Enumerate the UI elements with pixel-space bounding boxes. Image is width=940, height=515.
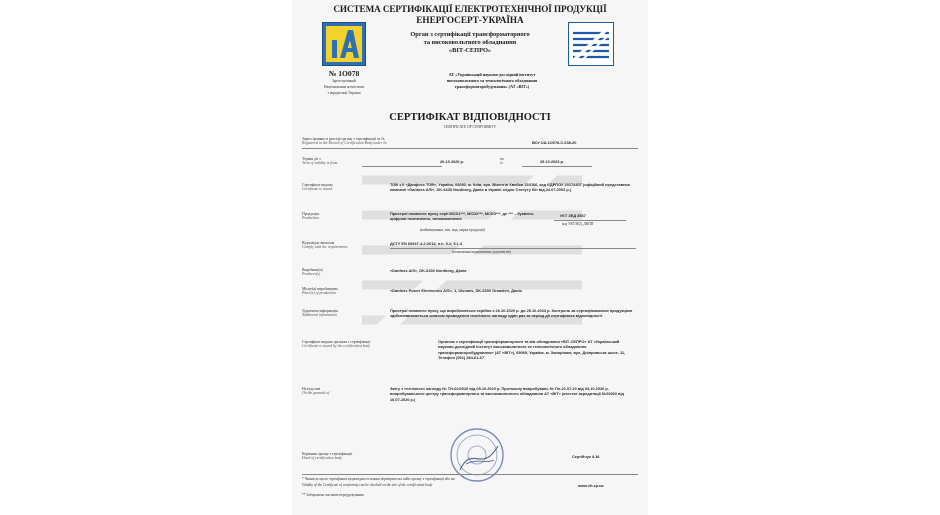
issued-by-label-en: Certificate is issued by the certification body (302, 344, 371, 349)
grounds-label-en: On the grounds of (302, 391, 330, 396)
footer-divider (302, 474, 638, 475)
validity-label-ua: Термін дії з (302, 157, 321, 161)
to-label-ua: по (500, 157, 504, 161)
producer-label (302, 268, 323, 277)
grounds-value: Звіту з технічного нагляду № ТН-02/2020 від 05.10.2020 р. Протоколу випробувань № Пн-21.07.20 від 04.10.2020 р. випробувального центру трансформаторного та високовольтного обладнання АТ «ВІТ» (атестат акредитації №20060 від 16.07.2020 р.) (390, 386, 625, 402)
date-to: 25.10.2023 р. (540, 159, 565, 164)
registered-by-2: Національним агентством (324, 85, 364, 89)
production-label (302, 212, 319, 221)
date-underline (362, 166, 442, 167)
signature-label-en: Head of certification body (302, 456, 342, 461)
requirements-underline (390, 248, 636, 249)
organ-title-2: та високовольтного обладнання (423, 39, 517, 46)
system-title: СИСТЕМА СЕРТИФІКАЦІЇ ЕЛЕКТРОТЕХНІЧНОЇ ПРОДУКЦІЇ (333, 4, 607, 14)
validity-label-en: Term of validity is from (302, 161, 338, 166)
requirements-value: ДСТУ EN 60947-4-2:2014, п.п. 5.2; 5.1.3 (390, 241, 463, 246)
institute-line-3: трансформаторобудування» (АТ «ВІТ») (454, 84, 530, 89)
date-from: 26.10.2020 р. (440, 159, 465, 164)
producer-value: «Danfoss A/S», DK-6430 Nordborg, Данія (390, 268, 467, 273)
code-underline (554, 220, 626, 221)
institute-line-1: АТ «Український науково-дослідний інститут (448, 72, 536, 77)
production-value: Пристрої плавного пуску серії MCD1***, MCD2***, MCD3***, де *** – буквено-цифрові позначення, типовиконання (390, 211, 535, 222)
issued-by-label-ua: Сертифікат видано органом з сертифікації (302, 340, 371, 344)
registered-by-1: Зареєстрований (331, 79, 357, 83)
grounds-label-ua: На підставі (302, 387, 321, 391)
requirements-label-ua: Відповідає вимогам (302, 241, 335, 245)
production-hint: (найменування, тип, вид, марка продукції) (420, 228, 485, 232)
requirements-label (302, 241, 348, 250)
registration-number: № 1О078 (328, 69, 360, 78)
requirements-label-en: Comply with the requirements (302, 245, 348, 250)
footer-note-2: Validity of the Certificate of conformity can be checked on the site of the certification body (302, 483, 433, 487)
vit-logo (568, 22, 614, 66)
production-code: УКТ ЗЕД 8537 (560, 213, 586, 218)
reg-number: ВСУ UA.1О078.С.038-20 (532, 140, 577, 145)
institute-line-2: високовольтного та технологічного обладнання (446, 78, 538, 83)
to-label (500, 157, 504, 166)
issued-to-value: ТОВ з ІІ «Данфосс ТОВ», Україна, 04080, м. Київ, вул. Вікентія Хвойки 15/15/6, код ЄДРПОУ 20174407 (офіційний представник компанії «Danfoss A/S», DK-6430 Nordborg, Данія в Україні згідно Статуту б/н від 24.07.2003 р.) (390, 182, 630, 193)
producer-label-en: Producer(s) (302, 272, 321, 277)
ia-mark-icon (326, 26, 362, 62)
energosert-logo (322, 22, 366, 66)
requirements-hint: (позначення нормативних документів) (452, 250, 511, 254)
reg-label-ua: Зареєстровано в реєстрі органу з сертифікації за № (302, 137, 385, 141)
signature-label (302, 452, 352, 461)
footer-note-3: ** Заборонено часткове передрукування (302, 493, 364, 497)
issued-to-label-en: Certificate is issued (302, 187, 333, 192)
system-subtitle: ЕНЕРГОСЕРТ-УКРАЇНА (416, 15, 524, 25)
website-link[interactable]: www.vit.zp.ua (578, 483, 604, 488)
certificate-document (292, 0, 648, 515)
footer-note-1: * Чинність цього сертифіката відповідності можна перевірити на сайті органу з сертифікації або на (302, 477, 455, 481)
to-label-en: to (500, 161, 503, 166)
organ-title-1: Орган з сертифікації трансформаторного (410, 31, 530, 38)
date-underline (522, 166, 592, 167)
place-label (302, 287, 338, 296)
reg-label-en: Registered in the Record of Certification Body under № (302, 141, 387, 146)
issued-to-label-ua: Сертифікат видано (302, 183, 333, 187)
validity-label (302, 157, 337, 166)
vit-stripes-icon (569, 23, 613, 65)
signatory-name: Сергійчук А.М. (572, 454, 601, 459)
place-label-en: Place(s) of production (302, 291, 337, 296)
issued-by-value: Органом з сертифікації трансформаторного та в/в обладнання «ВІТ-СЕПРО» АТ «Український науково-дослідний інститут високовольтного та технологічного обладнання трансформаторобудування» (АТ «ВІТ»), 69069, Україна, м. Запоріжжя, вул. Дніпровське шосе, 11, Телефон (061) 284-61-67 (438, 339, 626, 360)
producer-label-ua: Виробник(и) (302, 268, 323, 272)
additional-label-ua: Додаткова інформація (302, 309, 338, 313)
divider (302, 148, 638, 149)
grounds-label (302, 387, 329, 396)
organ-title-3: «ВІТ-СЕПРО» (448, 47, 492, 54)
certificate-title: СЕРТИФІКАТ ВІДПОВІДНОСТІ (389, 112, 551, 123)
issued-to-label (302, 183, 333, 192)
registered-by-3: з акредитації України (327, 91, 361, 95)
certificate-subtitle: CERTIFICATE OF CONFORMITY (443, 125, 497, 129)
production-label-en: Production (302, 216, 319, 221)
issued-by-label (302, 340, 370, 349)
additional-label (302, 309, 338, 318)
additional-value: Пристрої плавного пуску, що виробляються серійно з 26.10.2020 р. до 25.10.2023 р. Контроль за сертифікованою продукцією здійснюватиметься шляхом проведення технічного нагляду один раз за період дії сертифіката відповідності. (390, 308, 633, 319)
place-value: «Danfoss Power Electronics A/S», 1, Ulsnaes, DK-6300 Graasten, Данія (390, 288, 522, 293)
reg-label (302, 137, 387, 146)
production-code-note: код УКТЗЕД, ДКПП (562, 222, 594, 226)
production-label-ua: Продукція (302, 212, 319, 216)
additional-label-en: Additional information (302, 313, 337, 318)
signature-label-ua: Керівник органу з сертифікації (302, 452, 353, 456)
place-label-ua: Місце(я) виробництва (302, 287, 338, 291)
